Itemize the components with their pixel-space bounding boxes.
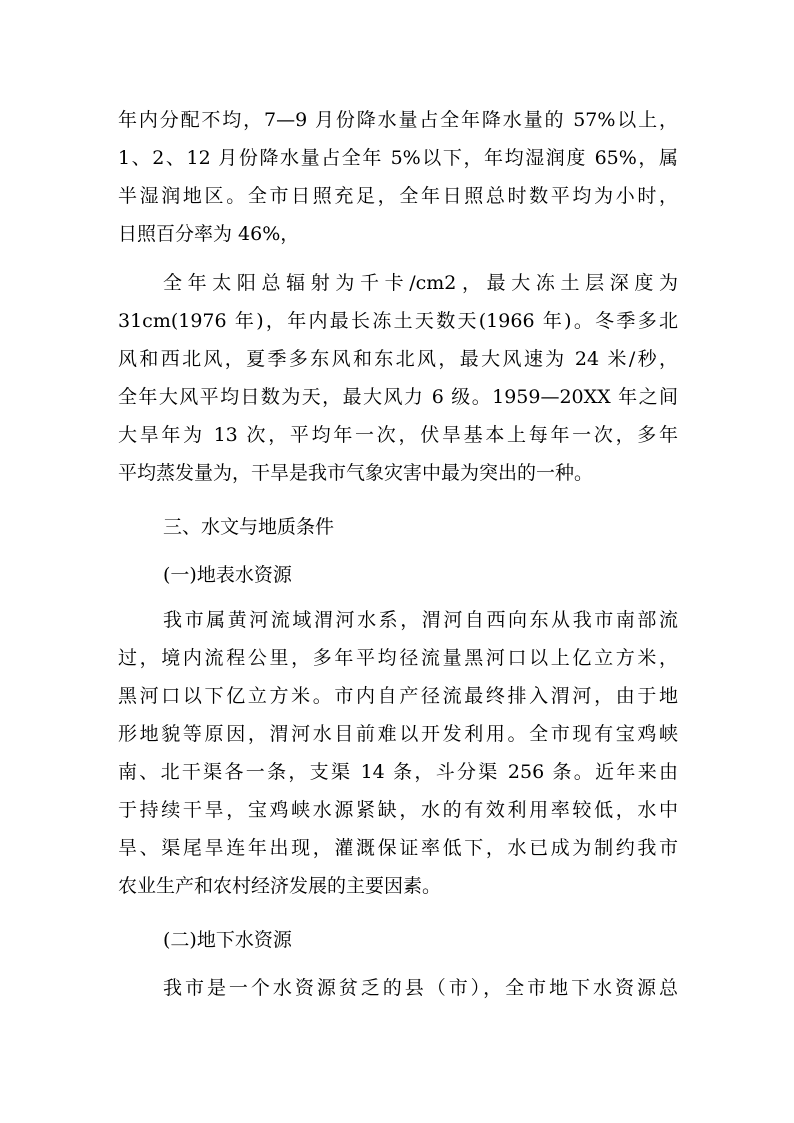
text-line-8: 全年大风平均日数为天，最大风力 6 级。1959—20XX 年之间 [118,386,678,408]
text-line-17: 南、北干渠各一条，支渠 14 条，斗分渠 256 条。近年来由 [118,761,678,783]
text-line-18: 于持续干旱，宝鸡峡水源紧缺，水的有效利用率较低，水中 [118,799,678,821]
text-line-16: 形地貌等原因，渭河水目前难以开发利用。全市现有宝鸡峡 [118,723,678,745]
text-line-2: 1、2、12 月份降水量占全年 5%以下，年均湿润度 65%，属 [118,147,678,169]
text-line-3: 半湿润地区。全市日照充足，全年日照总时数平均为小时， [118,185,678,207]
text-line-22: 我市是一个水资源贫乏的县（市），全市地下水资源总 [163,977,678,999]
subsection-heading-surface-water: (一)地表水资源 [163,564,292,586]
text-line-1: 年内分配不均，7—9 月份降水量占全年降水量的 57%以上， [118,109,678,131]
text-line-7: 风和西北风，夏季多东风和东北风，最大风速为 24 米/秒， [118,348,678,370]
text-line-19: 旱、渠尾旱连年出现，灌溉保证率低下，水已成为制约我市 [118,837,678,859]
text-line-10: 平均蒸发量为，干旱是我市气象灾害中最为突出的一种。 [118,462,594,484]
text-line-14: 过，境内流程公里，多年平均径流量黑河口以上亿立方米， [118,647,678,669]
text-line-5: 全年太阳总辐射为千卡/cm2，最大冻土层深度为 [163,272,678,294]
text-line-9: 大旱年为 13 次，平均年一次，伏旱基本上每年一次，多年 [118,424,678,446]
text-line-20: 农业生产和农村经济发展的主要因素。 [118,875,442,897]
text-line-6: 31cm(1976 年)，年内最长冻土天数天(1966 年)。冬季多北 [118,310,678,332]
text-line-15: 黑河口以下亿立方米。市内自产径流最终排入渭河，由于地 [118,685,678,707]
subsection-heading-groundwater: (二)地下水资源 [163,929,292,951]
text-line-4: 日照百分率为 46%， [118,223,300,245]
section-heading-hydrology: 三、水文与地质条件 [163,516,335,538]
text-line-13: 我市属黄河流域渭河水系，渭河自西向东从我市南部流 [163,609,678,631]
